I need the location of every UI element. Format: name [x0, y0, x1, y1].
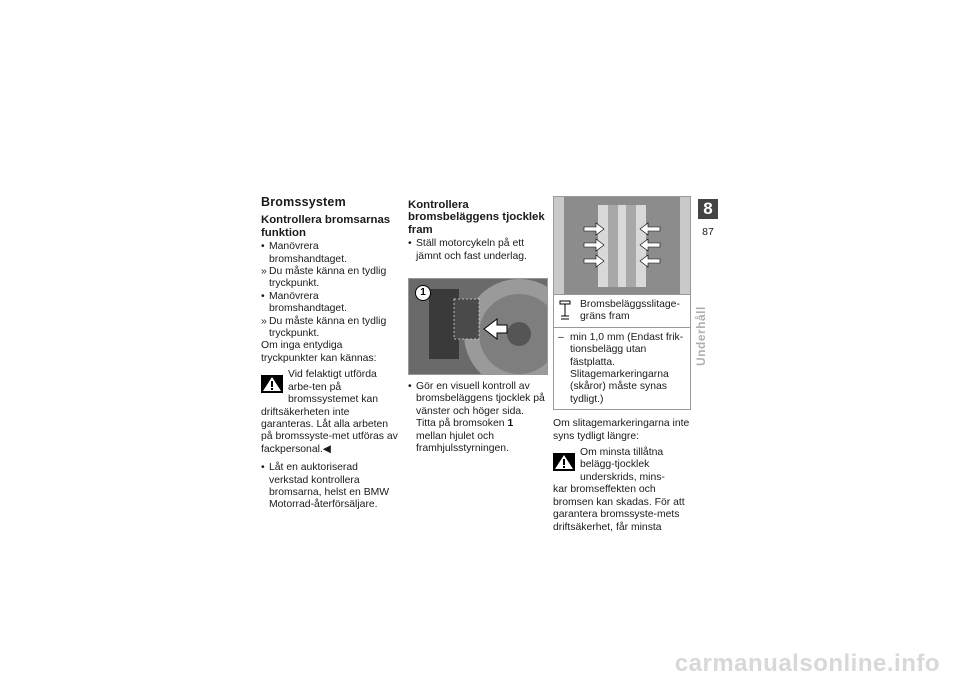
list-item: • Låt en auktoriserad verkstad kontrollera bromsarna, helst en BMW Motorrad-återförsäljare.	[261, 462, 399, 512]
spec-row-label	[554, 295, 690, 327]
section-title: Bromssystem	[261, 195, 346, 209]
list-item-result: » Du måste känna en tydlig tryckpunkt.	[261, 266, 399, 291]
note-text: Om slitagemarkeringarna inte syns tydligt längre:	[553, 418, 690, 442]
subsection-title-brake-function: Kontrollera bromsarnas funktion	[261, 214, 391, 239]
list-item: • Manövrera bromshandtaget.	[261, 241, 399, 266]
warning-icon	[261, 375, 283, 393]
list-item: • Gör en visuell kontroll av bromsbeläggens tjocklek på vänster och höger sida. Titta på bromsoken 1 mellan hjulet och framhjulsstyrningen.	[408, 381, 546, 455]
warning-block	[553, 447, 691, 534]
middle-column	[408, 196, 546, 455]
list-item: • Manövrera bromshandtaget.	[261, 291, 399, 316]
spec-table	[553, 295, 691, 410]
brake-caliper-photo	[408, 278, 548, 375]
warning-text: driftsäkerheten inte garanteras. Låt alla arbeten på bromssyste-met utföras av fackpersonal.◀	[261, 406, 398, 455]
spec-value: min 1,0 mm (Endast frik-tionsbelägg utan fästplatta. Slitagemarkeringarna (skåror) måste synas tydligt.)	[570, 331, 684, 405]
note-text: Om inga entydiga tryckpunkter kan kännas:	[261, 340, 377, 364]
subsection-title-pad-thickness: Kontrollera bromsbeläggens tjocklek fram	[408, 199, 545, 236]
spec-row-value	[554, 327, 690, 409]
brake-pad-diagram	[553, 196, 691, 295]
callout-marker: 1	[415, 285, 431, 301]
warning-icon	[553, 453, 575, 471]
watermark: carmanualsonline.info	[674, 650, 940, 677]
page-number: 87	[702, 226, 714, 238]
wear-limit-icon	[558, 299, 572, 321]
right-column	[553, 196, 691, 534]
list-item-result: » Du måste känna en tydlig tryckpunkt.	[261, 316, 399, 341]
warning-text-first: Om minsta tillåtna belägg-tjocklek underskrids, mins-	[580, 447, 665, 483]
list-item: • Ställ motorcykeln på ett jämnt och fast underlag.	[408, 238, 546, 263]
warning-text: kar bromseffekten och bromsen kan skadas. För att garantera bromssyste-mets driftsäkerhet, får minsta	[553, 484, 685, 533]
spec-dash: –	[558, 331, 564, 343]
chapter-number: 8	[698, 199, 718, 219]
spec-label: Bromsbeläggsslitage-gräns fram	[580, 299, 680, 323]
warning-text-first: Vid felaktigt utförda arbe-ten på bromssystemet kan	[288, 369, 379, 406]
warning-block	[261, 369, 399, 456]
left-column	[261, 196, 399, 512]
brake-pad-wear-image	[554, 197, 690, 294]
section-side-label: Underhåll	[694, 306, 708, 366]
